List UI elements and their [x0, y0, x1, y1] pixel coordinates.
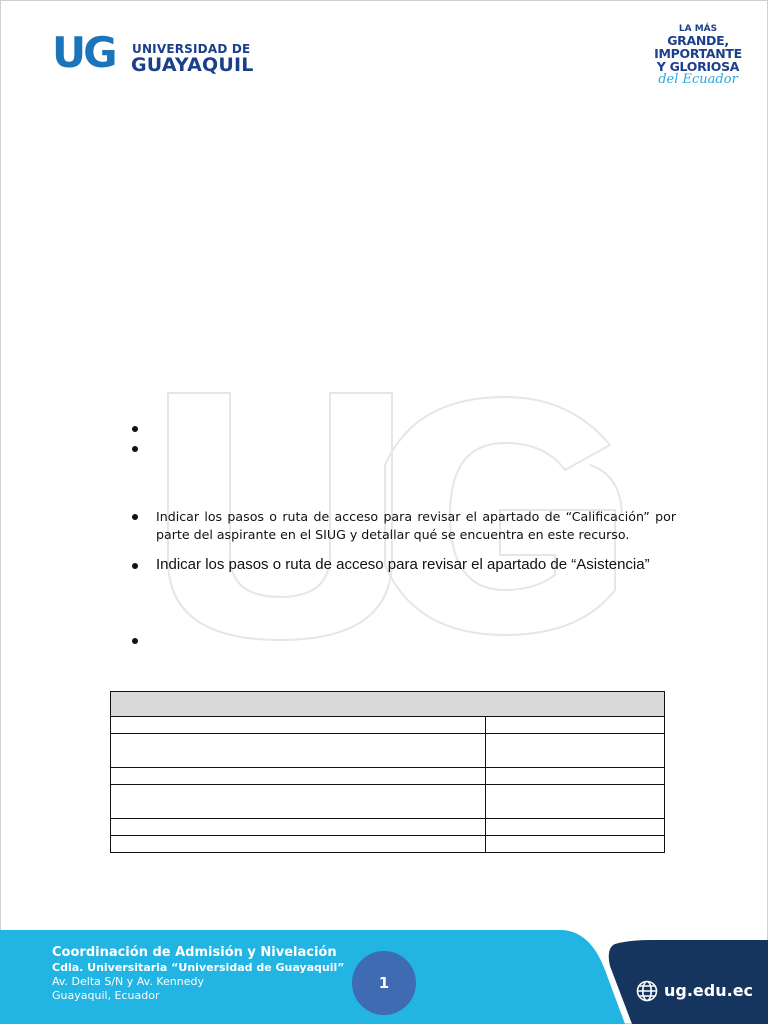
- slogan-line-5: del Ecuador: [658, 72, 738, 87]
- table-row: [111, 768, 665, 785]
- table-cell: [486, 819, 665, 836]
- list-item-asistencia: Indicar los pasos o ruta de acceso para revisar el apartado de “Asistencia”: [156, 556, 650, 573]
- slogan-logo: [640, 24, 756, 87]
- website-link[interactable]: ug.edu.ec: [664, 981, 754, 1000]
- logo-line-2: GUAYAQUIL: [131, 54, 254, 76]
- slogan-line-1: LA MÁS: [678, 24, 718, 34]
- slogan-line-4: Y GLORIOSA: [656, 59, 740, 74]
- list-item-calificacion: Indicar los pasos o ruta de acceso para revisar el apartado de “Calificación” por parte del aspirante en el SIUG y detallar qué se encuentra en este recurso.: [156, 509, 676, 542]
- table-row: [111, 734, 665, 768]
- university-logo: [52, 28, 254, 82]
- footer-line-3: Guayaquil, Ecuador: [52, 989, 160, 1002]
- table-row: [111, 717, 665, 734]
- footer-address: [52, 944, 345, 1003]
- table-row: [111, 836, 665, 853]
- table-cell: [111, 819, 486, 836]
- bullet: [132, 563, 138, 569]
- table-header-cell: [111, 692, 665, 717]
- bullet: [132, 446, 138, 452]
- bullet: [132, 638, 138, 644]
- globe-icon: [636, 980, 658, 1002]
- logo-line-1: UNIVERSIDAD DE: [132, 42, 251, 56]
- table-cell: [111, 717, 486, 734]
- bullet: [132, 426, 138, 432]
- page-number-badge: 1: [352, 951, 416, 1015]
- table-cell: [486, 717, 665, 734]
- table-row: [111, 785, 665, 819]
- slogan-line-2: GRANDE,: [667, 33, 729, 48]
- table-cell: [486, 836, 665, 853]
- table-row: [111, 819, 665, 836]
- table-cell: [486, 768, 665, 785]
- footer-line-2: Av. Delta S/N y Av. Kennedy: [52, 975, 204, 988]
- slogan-line-3: IMPORTANTE: [654, 46, 742, 61]
- footer-line-1: Cdla. Universitaria “Universidad de Guayaquil”: [52, 961, 345, 974]
- bullet: [132, 514, 138, 520]
- footer-title: Coordinación de Admisión y Nivelación: [52, 945, 337, 960]
- logo-mark: UG: [52, 28, 115, 77]
- table-cell: [111, 836, 486, 853]
- table-cell: [111, 734, 486, 768]
- table-cell: [486, 785, 665, 819]
- table-cell: [486, 734, 665, 768]
- table-cell: [111, 785, 486, 819]
- empty-table: [110, 691, 665, 853]
- table-cell: [111, 768, 486, 785]
- table-header-row: [111, 692, 665, 717]
